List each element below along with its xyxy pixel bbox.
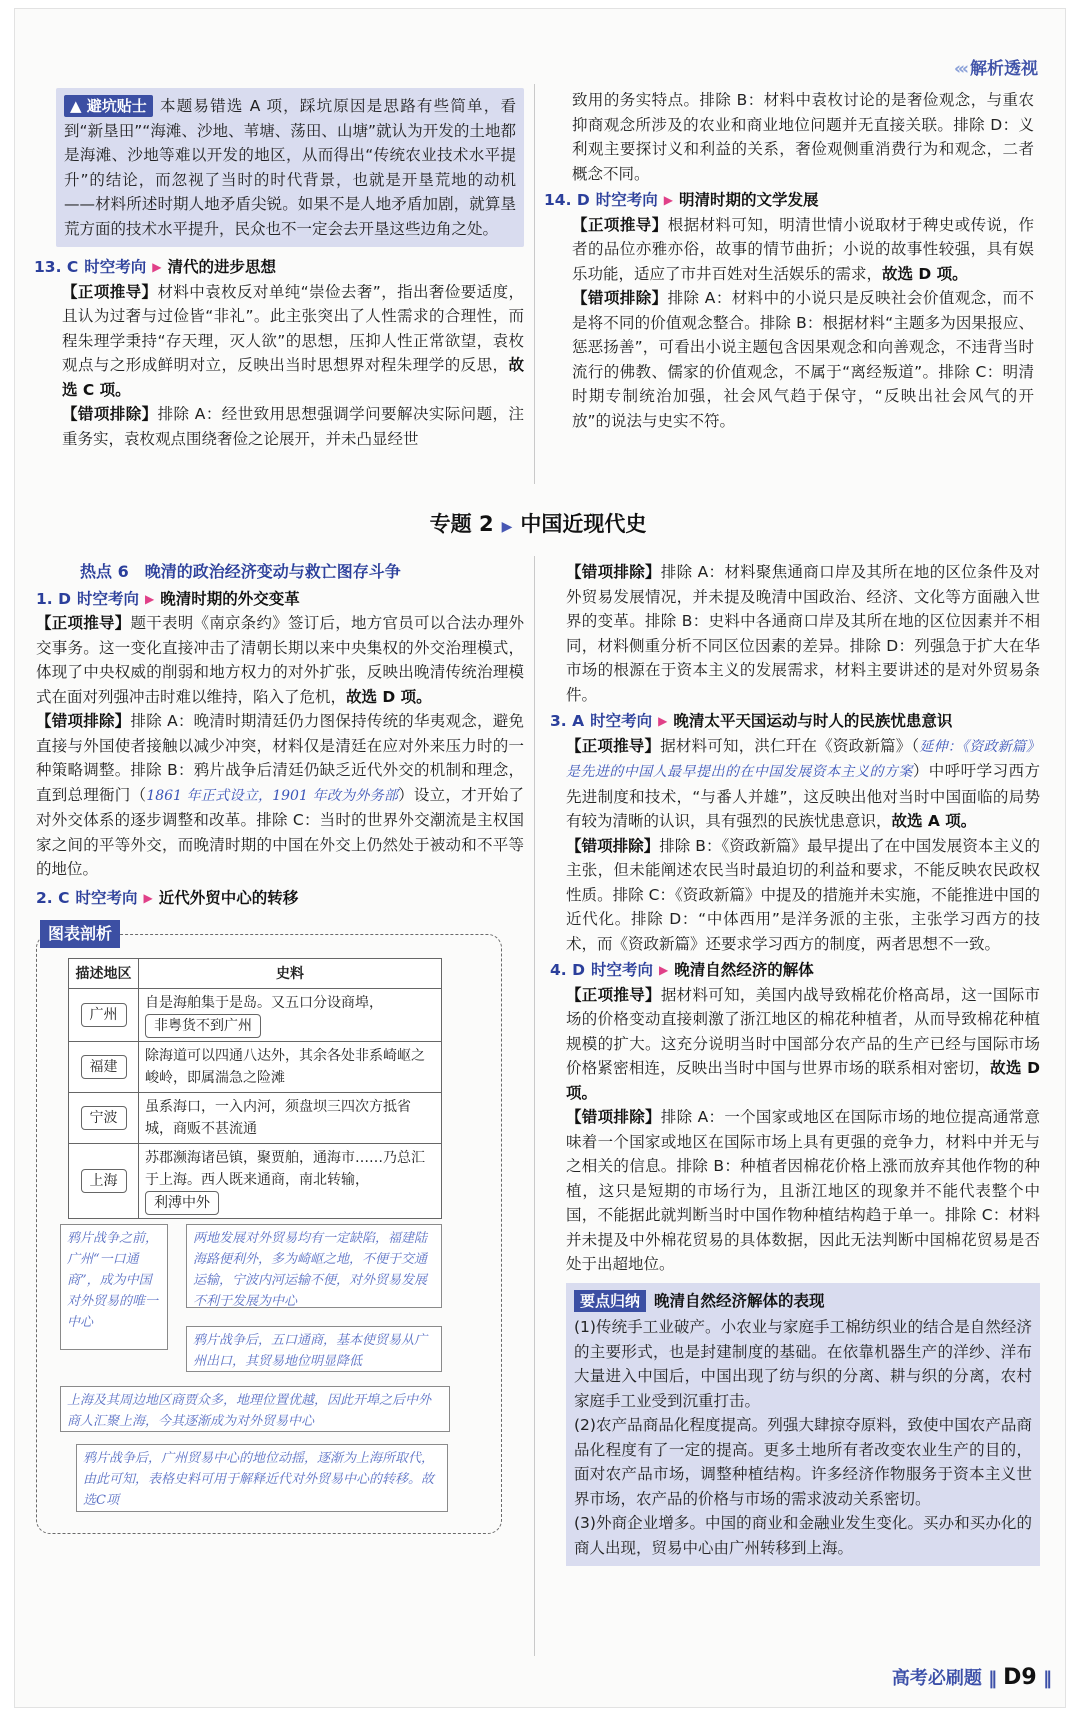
hotspot-title: 热点 6 晚清的政治经济变动与救亡图存斗争 <box>80 562 401 581</box>
q4-correct: 【正项推导】据材料可知，美国内战导致棉花价格高昂，这一国际市场的价格变动直接刺激了浙江地区的棉花种植者，从而导致棉花种植规模的扩大。这充分说明当时中国部分农产品的生产已经与国际市场价格紧密相连，反映出当时中国与世界市场的联系相对密切，故选 D 项。 <box>566 985 1040 1102</box>
table-row: 宁波 虽系海口，一入内河，须盘坝三四次方抵省城，商贩不甚流通 <box>69 1093 442 1144</box>
q14-heading: 14. D 时空考向 ▶ 明清时期的文学发展 <box>544 188 1034 213</box>
right-bottom-column <box>550 560 1040 1566</box>
q1-correct: 【正项推导】题干表明《南京条约》签订后，地方官员可以合法办理外交事务。这一变化直接冲击了清朝长期以来中央集权的外交治理模式，体现了中央权威的削弱和地方权力的对外扩张，反映出晚清传统治理模式在面对列强冲击时难以维持，陷入了危机，故选 D 项。 <box>36 614 524 706</box>
tip-text: 本题易错选 A 项，踩坑原因是思路有些简单，看到“新垦田”“海滩、沙地、苇塘、荡田、山塘”就认为开发的土地都是海滩、沙地等难以开发的地区，从而得出“传统农业技术水平提升”的结论，而忽视了当时的时代背景，也就是开垦荒地的动机——材料所述时期人地矛盾尖锐。如果不是人地矛盾加剧，就算垦荒方面的技术水平提升，民众也不一定会去开垦这些边角之处。 <box>64 97 516 238</box>
arrow-icon: ▶ <box>658 714 668 728</box>
note-box-2: 两地发展对外贸易均有一定缺陷，福建陆海路便利外，多为崎岖之地，不便于交通运输，宁波内河运输不便，对外贸易发展不利于发展为中心 <box>186 1224 442 1308</box>
arrow-icon: ▶ <box>663 193 673 207</box>
q2-wrong: 【错项排除】排除 A：材料聚焦通商口岸及其所在地的区位条件及对外贸易发展情况，并未提及晚清中国政治、经济、文化等方面融入世界的变革。排除 B：史料中各通商口岸及其所在地的区位因素并不相同，材料侧重分析不同区位因素的差异。排除 D：列强急于扩大在华市场的根源在于资本主义的发展需求，材料主要讲述的是对外贸易条件。 <box>566 563 1040 704</box>
chart-title: 图表剖析 <box>40 920 120 948</box>
q4-heading: 4. D 时空考向 ▶ 晚清自然经济的解体 <box>550 958 1040 983</box>
left-bottom-column <box>36 560 524 1542</box>
arrow-icon: ▶ <box>144 591 155 606</box>
q13-heading <box>34 255 524 280</box>
col-region: 描述地区 <box>69 959 139 989</box>
key-points-badge: 要点归纳 <box>574 1290 646 1312</box>
handwritten-note: 延伸：《资政新篇》是先进的中国人最早提出的在中国发展资本主义的方案 <box>566 738 1040 780</box>
q13-number: 13. C <box>34 258 79 276</box>
arrow-icon: ▶ <box>143 890 153 905</box>
source-table <box>68 958 442 1219</box>
handwritten-note: 1861 年正式设立，1901 年改为外务部 <box>146 787 399 804</box>
highlight-phrase: 利溥中外 <box>145 1191 219 1215</box>
key-point-1: (1)传统手工业破产。小农业与家庭手工棉纺织业的结合是自然经济的主要形式，也是封建制度的基础。在依靠机器生产的洋纱、洋布大量进入中国后，中国出现了纺与织的分离、耕与织的分离，农村家庭手工业受到沉重打击。 <box>574 1318 1032 1410</box>
q3-heading: 3. A 时空考向 ▶ 晚清太平天国运动与时人的民族忧患意识 <box>550 709 1040 734</box>
region-label: 上海 <box>81 1169 127 1193</box>
header-title: 解析透视 <box>970 59 1038 79</box>
key-points-title: 晚清自然经济解体的表现 <box>654 1291 825 1310</box>
section-name: 中国近现代史 <box>520 512 647 536</box>
q13-continued: 致用的务实特点。排除 B：材料中袁枚讨论的是奢俭观念，与重农抑商观念所涉及的农业和商业地位问题并无直接关联。排除 D：义利观主要探讨义和利益的关系，奢俭观侧重消费行为和观念，二者概念不同。 <box>572 91 1034 183</box>
page-number: D9 <box>1003 1665 1037 1690</box>
q13-label: 时空考向 <box>84 258 147 276</box>
section-title <box>0 508 1076 538</box>
note-box-4: 上海及其周边地区商贾众多，地理位置优越，因此开埠之后中外商人汇聚上海，今其逐渐成为对外贸易中心 <box>60 1386 450 1432</box>
triangle-icon: ▶ <box>501 519 513 535</box>
q3-wrong: 【错项排除】排除 B：《资政新篇》最早提出了在中国发展资本主义的主张，但未能阐述农民当时最迫切的利益和要求，不能反映农民政权性质。排除 C：《资政新篇》中提及的措施并未实施，不能推进中国的近代化。排除 D：“中体西用”是洋务派的主张，主张学习西方的技术，而《资政新篇》还要求学习西方的制度，两者思想不一致。 <box>566 836 1040 953</box>
region-label: 广州 <box>81 1003 127 1027</box>
tip-box <box>56 88 524 247</box>
q1-heading: 1. D 时空考向 ▶ 晚清时期的外交变革 <box>36 587 524 612</box>
q14-wrong: 【错项排除】排除 A：材料中的小说只是反映社会价值观念，而不是将不同的价值观念整合。排除 B：根据材料“主题多为因果报应、惩恶扬善”，可看出小说主题包含因果观念和向善观念，不违背当时流行的佛教、儒家的价值观念，不属于“离经叛道”。排除 C：明清时期专制统治加强，社会风气趋于保守，“反映出社会风气的开放”的说法与史实不符。 <box>572 289 1034 430</box>
q13-wrong: 【错项排除】排除 A：经世致用思想强调学问要解决实际问题，注重务实，袁枚观点围绕奢俭之论展开，并未凸显经世 <box>62 405 524 448</box>
chart-analysis <box>36 916 506 1542</box>
table-row: 福建 除海道可以四通八达外，其余各处非系崎岖之峻岭，即属湍急之险滩 <box>69 1042 442 1093</box>
table-row: 上海 苏郡濒海诸邑镇，聚贾舶，通海市……乃总汇于上海。西人既来通商，南北转输， 利溥中外 <box>69 1144 442 1219</box>
footer: 高考必刷题 ‖ D9 ‖ <box>891 1665 1052 1690</box>
column-divider-bottom <box>534 556 535 1656</box>
footer-brand: 高考必刷题 <box>891 1668 982 1689</box>
q13-correct: 【正项推导】材料中袁枚反对单纯“崇俭去奢”，指出奢俭要适度，且认为过奢与过俭皆“非礼”。此主张突出了人性需求的合理性，而程朱理学秉持“存天理，灭人欲”的思想，压抑人性正常欲望，袁枚观点与之形成鲜明对立，反映出当时思想界对程朱理学的反思，故选 C 项。 <box>62 282 524 399</box>
arrow-icon: ▶ <box>152 260 162 274</box>
key-point-2: (2)农产品商品化程度提高。列强大肆掠夺原料，致使中国农产品商品化程度有了一定的提高。更多土地所有者改变农业生产的目的，面对农产品市场，调整种植结构。许多经济作物服务于资本主义世界市场，农产品的价格与市场的需求波动关系密切。 <box>574 1416 1032 1508</box>
table-row: 广州 自是海舶集于是岛。又五口分设商埠， 非粤货不到广州 <box>69 989 442 1042</box>
chevrons-icon: ‹‹‹ <box>953 59 966 79</box>
q1-wrong: 【错项排除】排除 A：晚清时期清廷仍力图保持传统的华夷观念，避免直接与外国使者接触以减少冲突，材料仅是清廷在应对外来压力时的一种策略调整。排除 B：鸦片战争后清廷仍缺乏近代外交的机制和理念，直到总理衙门（1861 年正式设立，1901 年改为外务部）设立，才开始了对外交体系的逐步调整和改革。排除 C：当时的世界外交潮流是主权国家之间的平等外交，而晚清时期的中国在外交上仍然处于被动和不平等的地位。 <box>36 712 524 878</box>
region-label: 福建 <box>81 1055 127 1079</box>
column-divider-top <box>534 84 535 484</box>
table-header <box>69 959 442 989</box>
tip-badge: ▲ 避坑贴士 <box>64 95 153 117</box>
q14-correct: 【正项推导】根据材料可知，明清世情小说取材于稗史或传说，作者的品位亦雅亦俗，故事的情节曲折；小说的故事性较强，具有娱乐功能，适应了市井百姓对生活娱乐的需求，故选 D 项。 <box>572 215 1034 283</box>
note-box-5: 鸦片战争后，广州贸易中心的地位动摇，逐渐为上海所取代，由此可知，表格史料可用于解释近代对外贸易中心的转移。故选C项 <box>76 1444 448 1512</box>
left-top-column <box>34 88 524 451</box>
region-label: 宁波 <box>81 1106 127 1130</box>
note-box-1: 鸦片战争之前，广州“一口通商”，成为中国对外贸易的唯一中心 <box>60 1224 168 1350</box>
key-points-box <box>566 1283 1040 1567</box>
right-top-column <box>544 88 1034 433</box>
section-prefix: 专题 2 <box>429 512 494 536</box>
highlight-phrase: 非粤货不到广州 <box>145 1014 261 1038</box>
q3-correct: 【正项推导】据材料可知，洪仁玕在《资政新篇》（延伸：《资政新篇》是先进的中国人最早提出的在中国发展资本主义的方案）中呼吁学习西方先进制度和技术，“与番人并雄”，这反映出他对当时中国面临的局势有较为清晰的认识，具有强烈的民族忧患意识，故选 A 项。 <box>566 736 1040 830</box>
key-point-3: (3)外商企业增多。中国的商业和金融业发生变化。买办和买办化的商人出现，贸易中心由广州转移到上海。 <box>574 1514 1032 1557</box>
arrow-icon: ▶ <box>658 963 669 977</box>
col-source: 史料 <box>139 959 442 989</box>
note-box-3: 鸦片战争后，五口通商，基本使贸易从广州出口，其贸易地位明显降低 <box>186 1326 442 1372</box>
q4-wrong: 【错项排除】排除 A：一个国家或地区在国际市场的地位提高通常意味着一个国家或地区在国际市场上具有更强的竞争力，材料中并无与之相关的信息。排除 B：种植者因棉花价格上涨而放弃其他作物的种植，这只是短期的市场行为，且浙江地区的现象并不能代表整个中国，不能据此就判断当时中国作物种植结构趋于单一。排除 C：材料并未提及中外棉花贸易的具体数据，因此无法判断中国棉花贸易是否处于出超地位。 <box>566 1108 1040 1273</box>
header <box>954 54 1038 79</box>
q13-topic: 清代的进步思想 <box>167 258 276 276</box>
q2-heading: 2. C 时空考向 ▶ 近代外贸中心的转移 <box>36 886 524 911</box>
